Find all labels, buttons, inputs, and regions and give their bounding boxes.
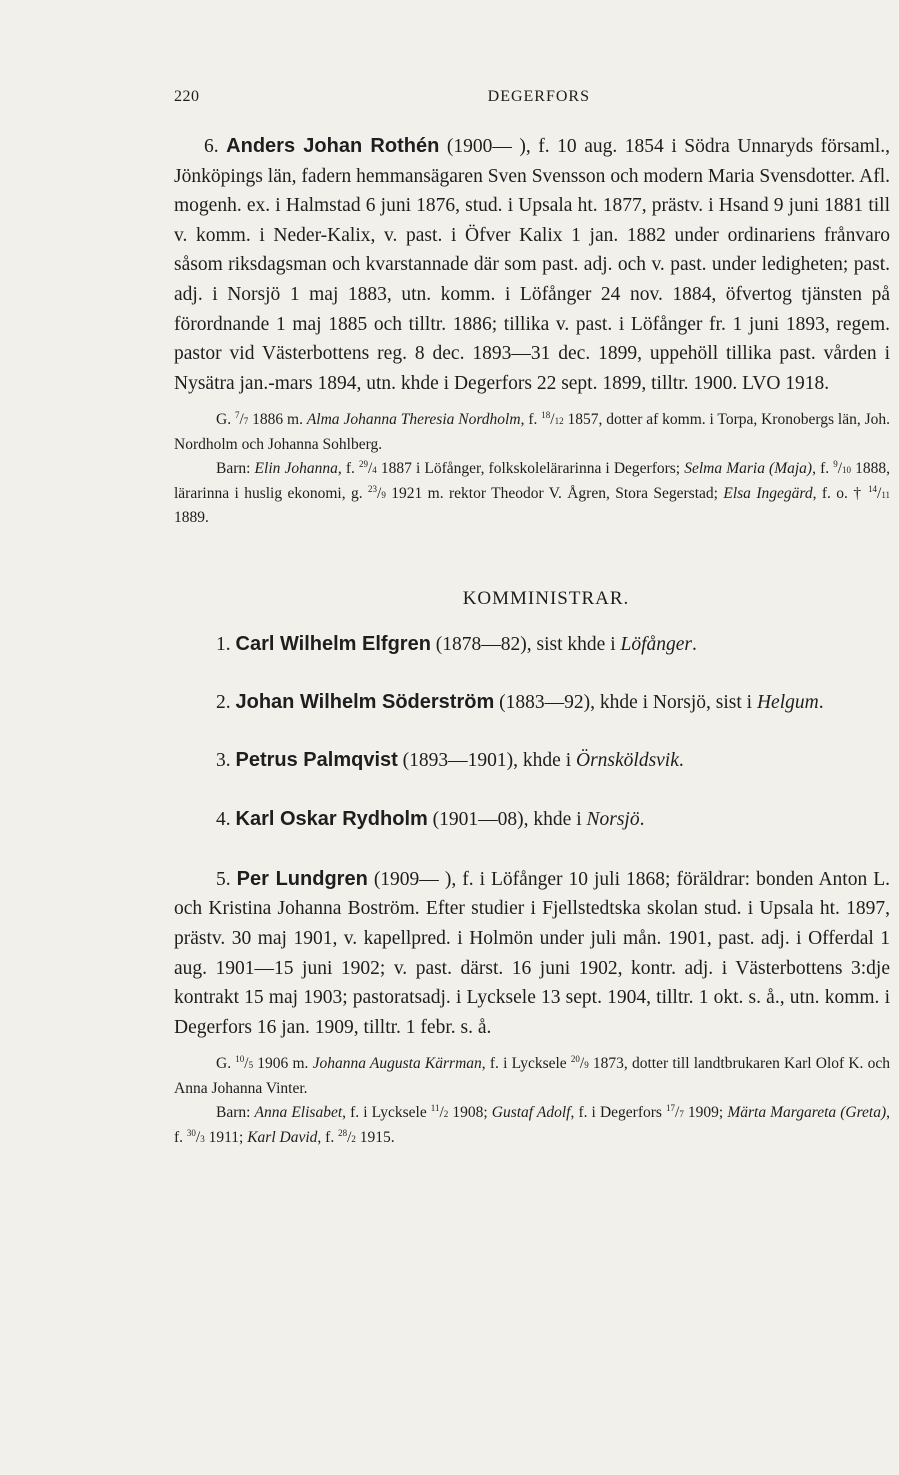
note-text: Barn: — [216, 1104, 255, 1122]
fraction-den: 7 — [243, 416, 249, 427]
date-fraction: $^{10}$/5 — [235, 1054, 254, 1073]
entry-text: . — [678, 749, 684, 771]
note-text: , f. i Lycksele — [481, 1055, 571, 1073]
fraction-num: 20 — [570, 1054, 580, 1065]
entry-text: (1878—82), sist khde i — [430, 634, 621, 656]
child-name: Elin Johanna — [254, 460, 338, 478]
fraction-num: 23 — [368, 483, 378, 494]
date-fraction: $^{28}$/2 — [338, 1127, 356, 1146]
komminister-entry — [174, 630, 890, 660]
fraction-num: 7 — [234, 410, 240, 421]
child-name: Karl David — [247, 1128, 318, 1146]
person-name: Anders Johan Rothén — [226, 135, 440, 157]
note-text: , f. — [520, 411, 542, 429]
fraction-num: 28 — [338, 1127, 348, 1138]
fraction-den: 3 — [200, 1133, 205, 1144]
entry-text: (1909— ), f. i Löfånger 10 juli 1868; föräldrar: bonden Anton L. och Kristina Johanna Boström. Efter studier i Fjellstedtska skolan stud. i Upsala ht. 1897, prästv. 30 maj 1901, v. kapellpred. i Holmön under juli mån. 1901, past. adj. i Offerdal 1 aug. 1901—15 juni 1902; v. past. därst. 16 juni 1902, kontr. adj. i Västerbottens 3:dje kontrakt 15 maj 1903; pastoratsadj. i Lycksele 13 sept. 1904, tilltr. 1 okt. s. å., utn. komm. i Degerfors 16 jan. 1909, tilltr. 1 febr. s. å. — [174, 868, 890, 1038]
note-text: 1887 i Löfånger, folkskolelärarinna i Degerfors; — [376, 460, 685, 478]
spouse-name: Johanna Augusta Kärrman — [312, 1055, 482, 1073]
fraction-den: 2 — [443, 1109, 449, 1120]
entry-text: (1883—92), khde i Norsjö, sist i — [494, 691, 757, 713]
fraction-den: 2 — [351, 1133, 356, 1144]
komminister-entry — [174, 688, 890, 718]
child-name: Elsa Ingegärd — [723, 484, 813, 502]
date-fraction: $^9$/10 — [833, 459, 852, 478]
note-text: , f. — [812, 460, 834, 478]
fraction-num: 29 — [358, 459, 368, 470]
fraction-num: 9 — [833, 459, 838, 470]
child-name: Anna Elisabet — [254, 1104, 343, 1122]
child-name: Märta Margareta (Greta) — [727, 1104, 887, 1122]
entry-text: . — [818, 691, 824, 713]
entry-text: (1901—08), khde i — [427, 809, 587, 831]
note-text: 1915. — [355, 1128, 395, 1146]
date-fraction: $^{17}$/7 — [666, 1103, 684, 1122]
entry-number: 6. — [204, 136, 219, 157]
date-fraction: $^{30}$/3 — [186, 1127, 205, 1146]
spouse-name: Alma Johanna Theresia Nordholm — [306, 411, 521, 429]
place-name: Örnsköldsvik — [575, 749, 679, 771]
note-text: G. — [216, 1055, 236, 1073]
note-text: Barn: — [216, 460, 255, 478]
note-text: , f. — [174, 1104, 891, 1146]
date-fraction: $^{18}$/12 — [541, 410, 564, 429]
page-header — [174, 88, 590, 114]
entry-text: (1900— ), f. 10 aug. 1854 i Södra Unnaryds församl., Jönköpings län, fadern hemmansägaren Sven Svensson och modern Maria Svensdotter. Afl. mogenh. ex. i Halmstad 6 juni 1876, stud. i Upsala ht. 1877, prästv. i Hsand 9 juni 1881 till v. komm. i Neder-Kalix, v. past. i Öfver Kalix 1 jan. 1882 under ordinariens frånvaro såsom riksdagsman och kvarstannade där som past. adj. och v. past. under ledigheten; past. adj. i Norsjö 1 maj 1883, utn. komm. i Löfånger 24 nov. 1884, öfvertog tjänsten på förordnande 1 maj 1885 och tilltr. 1886; tillika v. past. i Löfånger fr. 1 juni 1893, regem. pastor vid Västerbottens reg. 8 dec. 1893—31 dec. 1899, uppehöll tillika past. vården i Nysätra jan.-mars 1894, utn. khde i Degerfors 22 sept. 1899, tilltr. 1900. LVO 1918. — [174, 136, 891, 394]
fraction-den: 9 — [584, 1060, 589, 1071]
note-text: , f. o. † — [812, 484, 869, 502]
fraction-num: 18 — [541, 410, 551, 421]
date-fraction: $^{11}$/2 — [430, 1103, 449, 1122]
entry-rothen — [174, 132, 890, 398]
children-note — [174, 1101, 890, 1150]
fraction-den: 12 — [554, 416, 564, 427]
person-name: Carl Wilhelm Elfgren — [235, 633, 431, 656]
date-fraction: $^7$/7 — [234, 410, 249, 429]
child-name: Gustaf Adolf — [491, 1104, 571, 1122]
date-fraction: $^{23}$/9 — [368, 483, 386, 502]
note-text: , f. i Degerfors — [570, 1104, 667, 1122]
page-number: 220 — [174, 88, 200, 105]
marriage-note — [174, 1052, 890, 1101]
fraction-den: 10 — [842, 465, 852, 476]
date-fraction: $^{29}$/4 — [358, 459, 377, 478]
fraction-den: 4 — [372, 465, 377, 476]
note-text: 1873, dotter till landtbrukaren Karl Olof K. och Anna Johanna Vinter. — [174, 1055, 891, 1097]
entry-text: (1893—1901), khde i — [397, 749, 576, 771]
note-text: 1889. — [174, 508, 209, 526]
date-fraction: $^{20}$/9 — [570, 1054, 589, 1073]
running-title: DEGERFORS — [487, 88, 590, 105]
fraction-den: 11 — [881, 489, 890, 500]
place-name: Helgum — [756, 691, 819, 713]
entry-number: 2. — [216, 691, 231, 713]
date-fraction: $^{14}$/11 — [868, 483, 890, 502]
note-text: 1908; — [448, 1104, 492, 1122]
entry-text: . — [639, 809, 645, 831]
fraction-num: 30 — [186, 1127, 196, 1138]
note-text: , f. i Lycksele — [342, 1104, 431, 1122]
entry-number: 4. — [216, 809, 231, 831]
fraction-num: 14 — [868, 483, 878, 494]
note-text: G. — [216, 411, 235, 429]
komminister-entry — [174, 805, 890, 835]
fraction-num: 11 — [430, 1103, 440, 1114]
note-text: 1911; — [204, 1128, 248, 1146]
note-text: 1909; — [683, 1104, 728, 1122]
place-name: Norsjö — [586, 809, 640, 831]
page-body — [174, 132, 890, 1150]
fraction-num: 17 — [666, 1103, 676, 1114]
person-name: Johan Wilhelm Söderström — [235, 690, 495, 713]
entry-number: 3. — [216, 749, 231, 771]
note-text: 1857, dotter af komm. i Torpa, Kronobergs län, Joh. Nordholm och Johanna Sohlberg. — [174, 411, 890, 453]
note-text: , f. — [337, 460, 359, 478]
entry-lundgren — [174, 865, 890, 1043]
komminister-entry — [174, 746, 890, 776]
note-text: 1906 m. — [253, 1055, 313, 1073]
child-name: Selma Maria (Maja) — [684, 460, 813, 478]
children-note — [174, 457, 890, 530]
fraction-den: 9 — [381, 489, 386, 500]
fraction-den: 5 — [248, 1060, 254, 1071]
note-text: 1888, lärarinna i huslig ekonomi, g. — [174, 460, 891, 502]
section-heading: KOMMINISTRAR. — [462, 588, 630, 610]
entry-number: 5. — [216, 868, 231, 890]
place-name: Löfånger — [620, 634, 693, 656]
note-text: 1921 m. rektor Theodor V. Ågren, Stora Segerstad; — [385, 484, 724, 502]
fraction-den: 7 — [679, 1109, 684, 1120]
person-name: Per Lundgren — [236, 867, 368, 890]
person-name: Petrus Palmqvist — [235, 748, 398, 771]
marriage-note — [174, 408, 890, 457]
entry-text: . — [692, 634, 697, 656]
fraction-num: 10 — [235, 1054, 245, 1065]
note-text: , f. — [317, 1128, 339, 1146]
person-name: Karl Oskar Rydholm — [235, 808, 428, 831]
entry-number: 1. — [216, 634, 231, 656]
note-text: 1886 m. — [248, 411, 307, 429]
